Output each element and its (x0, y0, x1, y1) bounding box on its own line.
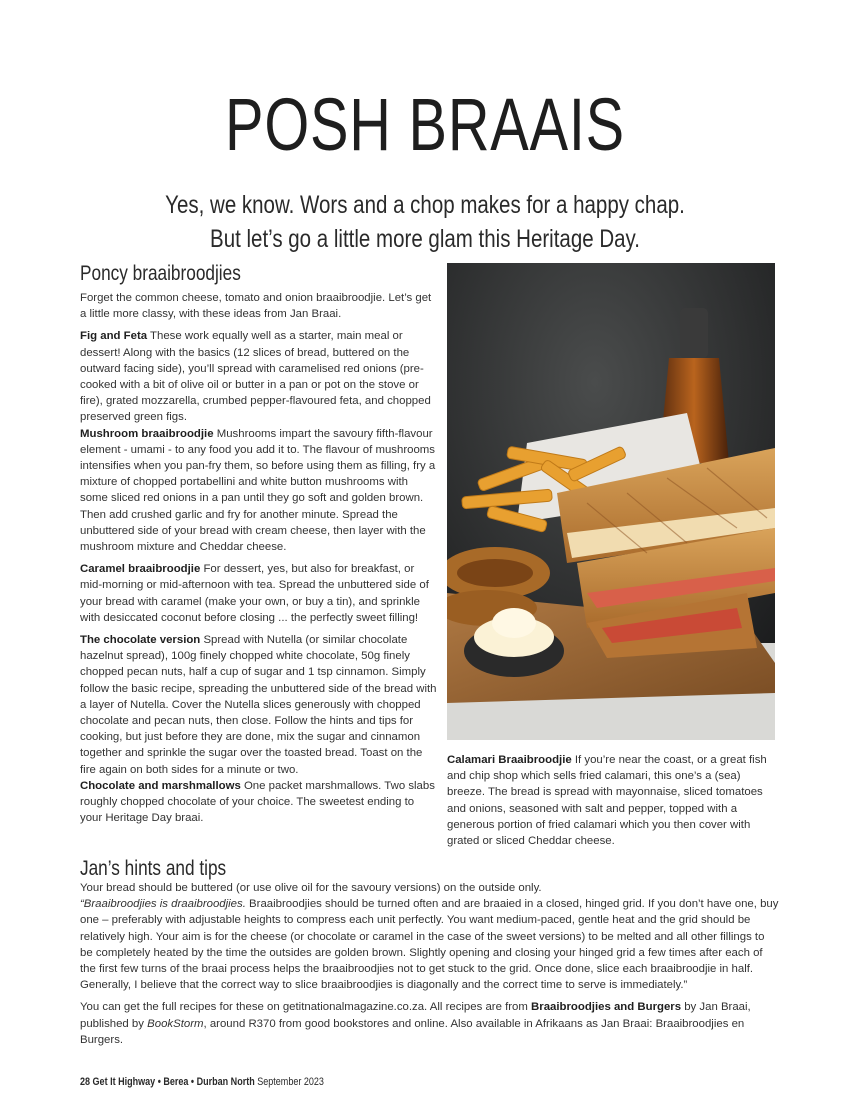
credit-text-b: by Jan Braai, published by (80, 1001, 751, 1030)
caramel-title: Caramel braaibroodjie (80, 563, 201, 576)
book-title: Braaibroodjies and Burgers (531, 1001, 682, 1014)
marshmallow-text: One packet marshmallows. Two slabs roughly chopped chocolate of your choice. The sweetest ending to your Heritage Day braai. (80, 779, 435, 825)
section-heading-hints: Jan’s hints and tips (80, 857, 227, 880)
chocolate-text: Spread with Nutella (or similar chocolate hazelnut spread), 100g finely chopped white chocolate, 50g finely chopped pecan nuts, half a cup of sugar and 1 tsp cinnamon. Simply follow the basic recipe, spreading the unbuttered side of the bread with a layer of Nutella. Cover the Nutella slices generously with chopped chocolate and pecan nuts, then close. Follow the hints and tips for cooking, but just before they are done, mix the sugar and cinnamon together and sprinkle the sugar over the toasted bread. Toast on the fire again on both sides for a minute or two. (80, 634, 437, 776)
calamari-column (447, 752, 777, 855)
calamari-paragraph (447, 752, 777, 849)
caramel-text: For dessert, yes, but also for breakfast, or mid-morning or mid-afternoon with tea. Spread the unbuttered side of your bread with caramel (make your own, or buy a tin), and sprinkle with desiccated coconut before closing ... the perfectly sweet filling! (80, 563, 429, 624)
chocolate-title: The chocolate version (80, 634, 201, 647)
page-title: POSH BRAAIS (225, 83, 625, 166)
book-credit-paragraph (80, 999, 780, 1048)
section-heading-poncy: Poncy braaibroodjies (80, 262, 241, 285)
intro-paragraph: Forget the common cheese, tomato and onion braaibroodjie. Let’s get a little more classy, with these ideas from Jan Braai. (80, 292, 432, 321)
page-footer (80, 1076, 324, 1088)
marshmallow-title: Chocolate and marshmallows (80, 779, 241, 792)
footer-publication: 28 Get It Highway • Berea • Durban North (80, 1076, 255, 1088)
mushroom-paragraph (80, 426, 438, 556)
footer-date: September 2023 (254, 1076, 324, 1088)
braaibroodjie-photo (447, 263, 775, 740)
hints-quote (80, 896, 780, 993)
subtitle-line-1: Yes, we know. Wors and a chop makes for a happy chap. (165, 191, 685, 219)
fig-feta-text: These work equally well as a starter, main meal or dessert! Along with the basics (12 slices of bread, buttered on the outward facing side), you’ll spread with caramelised red onions (pre-cooked with a bit of olive oil or butter in a pan or pot on the stove or fire), grated mozzarella, crumbed pepper-flavoured feta, and chopped preserved green figs. (80, 330, 431, 424)
calamari-text: If you’re near the coast, or a great fish and chip shop which sells fried calamari, this one’s a (sea) breeze. The bread is spread with mayonnaise, sliced tomatoes and onions, seasoned with salt and pepper, topped with a generous portion of fried calamari which you then cover with grated or sliced Cheddar cheese. (447, 754, 767, 848)
left-column (80, 290, 438, 833)
credit-text-a: You can get the full recipes for these on getitnationalmagazine.co.za. All recipes are from (80, 1001, 532, 1014)
subtitle-line-2: But let’s go a little more glam this Heritage Day. (210, 225, 640, 253)
fig-feta-paragraph (80, 328, 438, 425)
fig-feta-title: Fig and Feta (80, 330, 148, 343)
publisher-name: BookStorm (147, 1017, 204, 1030)
marshmallow-paragraph (80, 778, 438, 827)
credit-text-c: , around R370 from good bookstores and online. Also available in Afrikaans as Jan Braai: Braaibroodjies en Burgers. (80, 1017, 745, 1046)
chocolate-paragraph (80, 632, 438, 778)
hints-quote-text: Braaibroodjies should be turned often and are braaied in a closed, hinged grid. If you don’t have one, buy one – preferably with adjustable heights to compress each unit perfectly. You want medium-paced, gentle heat and the grid should be relatively high. Your aim is for the cheese (or chocolate or caramel in the case of the sweet versions) to be melted and all other fillings to be completely heated by the time the outsides are golden brown. Slightly opening and closing your hinged grid a few times after each of the first few turns of the braai process helps the braaibroodjies not to get stuck to the grid. Once done, slice each braaibroodjie in half. Generally, I believe that the correct way to slice braaibroodjies is diagonally and the correct time to serve is immediately.” (80, 898, 779, 992)
hints-section (80, 880, 780, 1054)
hints-quote-italic: “Braaibroodjies is draaibroodjies. (80, 898, 246, 911)
caramel-paragraph (80, 561, 438, 626)
mushroom-text: Mushrooms impart the savoury fifth-flavour element - umami - to any food you add it to. The flavour of mushrooms intensifies when you pan-fry them, so before using them as filling, fry a mixture of chopped portabellini and white button mushrooms with some sliced red onions in a pan until they go soft and golden brown. Then add crushed garlic and fry for another minute. Spread the unbuttered side of your bread with cream cheese, then layer with the mushroom mixture and Cheddar cheese. (80, 427, 436, 554)
calamari-title: Calamari Braaibroodjie (447, 754, 572, 766)
hints-paragraph-1: Your bread should be buttered (or use olive oil for the savoury versions) on the outside only. (80, 882, 542, 894)
mushroom-title: Mushroom braaibroodjie (80, 427, 214, 440)
